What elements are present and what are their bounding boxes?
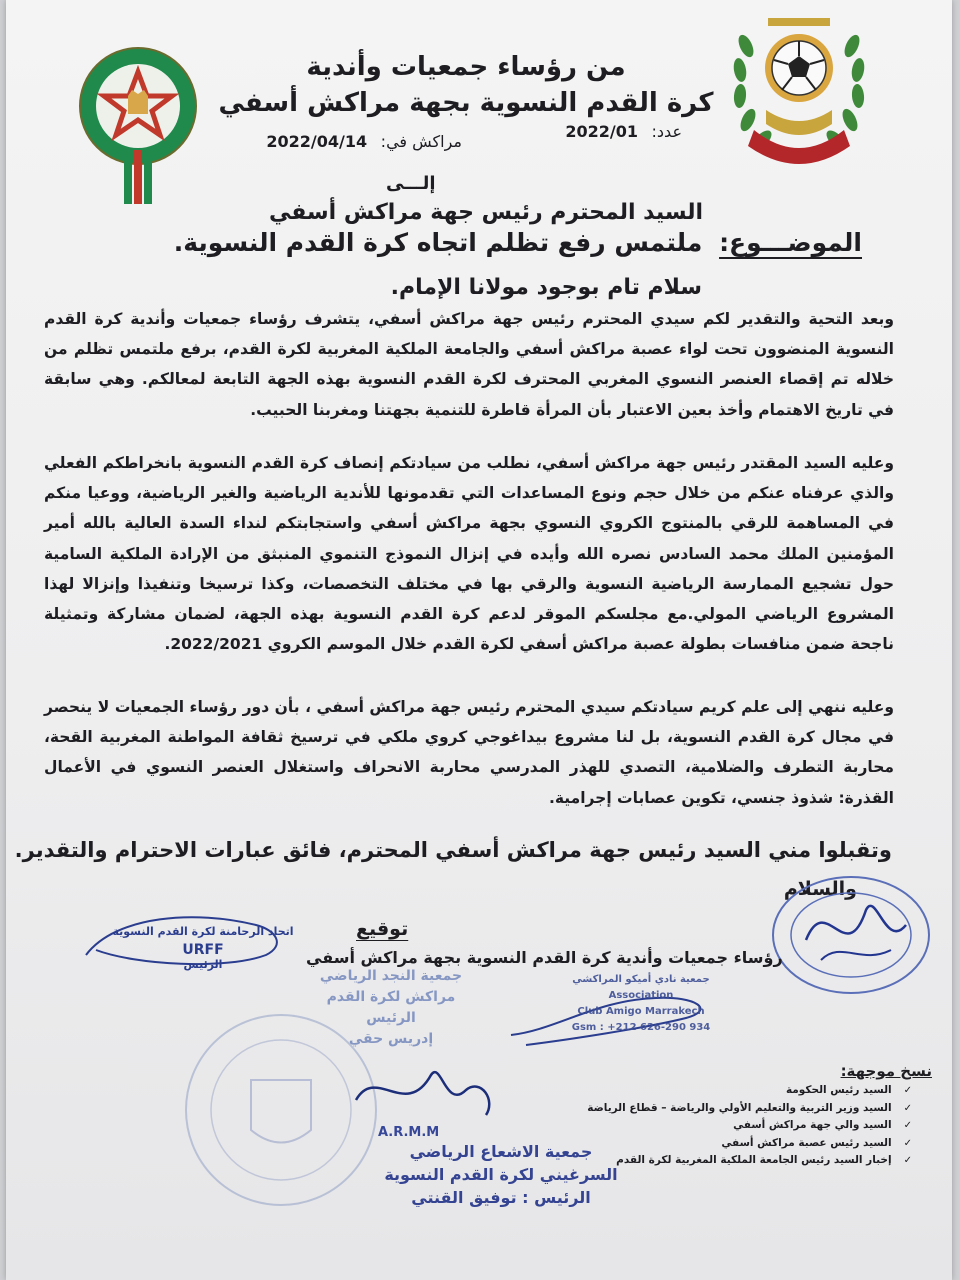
copies-list-item-text: السيد والي جهة مراكش أسفي [733,1119,892,1131]
armm-stamp: A.R.M.M [378,1125,440,1140]
check-icon: ✓ [903,1120,912,1131]
subject-line [174,228,862,257]
body-paragraph-3: وعليه ننهي إلى علم كريم سيادتكم سيدي المحترم رئيس جهة مراكش أسفي ، بأن دور رؤساء الجمعيات لا ينحصر في مجال كرة القدم النسوية، بل لنا مشروع بيداغوجي كروي ملكي في ترسيخ ثقافة المواطنة المغربية القحة، محاربة التطرف والضلامية، التصدي للهذر المدرسي محاربة الانحراف واستغلال العنصر النسوي في الأعمال القذرة: شذوذ جنسي، تكوين عصابات إجرامية. [44,698,894,807]
ishaa-stamp-line3: الرئيس : توفيق القنتي [411,1188,591,1208]
body-paragraph-2: وعليه السيد المقتدر رئيس جهة مراكش أسفي، نطلب من سيادتكم إنصاف كرة القدم النسوية بانخراطكم الفعلي والذي عرفناه عنكم من خلال حجم ونوع المساعدات التي تقدمونها للأندية الرياضية والغير الرياضية، ووعيا منكم في المساهمة للرقي بالمنتوج الكروي النسوي بجهة مراكش أسفي واستجابتكم لنداء السدة العالية بالله أمير المؤمنين الملك محمد السادس نصره الله وأيده في إنزال النموذج التنموي المنبثق من الإرادة الملكية السامية حول تشجيع الممارسة الرياضية النسوية والرقي بها في مختلف التخصصات، وكذا ترسيخا وتنفيذا وإنزالا لهذا المشروع الرياضي المولي.مع مجلسكم الموقر لدعم كرة القدم النسوية بهذه الجهة، لضمان مشاركة وتمثيلة ناجحة ضمن منافسات بطولة عصبة مراكش أسفي لكرة القدم خلال الموسم الكروي 2022/2021. [44,454,894,654]
header-title-line1: من رؤساء جمعيات وأندية [306,52,626,82]
addressee: السيد المحترم رئيس جهة مراكش أسفي [268,200,704,225]
letter-date-label: مراكش في: [380,132,462,151]
copies-list-item [587,1152,912,1170]
najd-stamp-line2: مراكش لكرة القدم [326,989,456,1005]
copies-list-item [587,1135,912,1153]
sign-off: والسلام [783,878,857,900]
urff-stamp-role: الرئيس [183,958,223,971]
copies-list-item [587,1082,912,1100]
amigo-stamp-line2: Association [608,990,674,1001]
copies-list-item-text: السيد وزير التربية والتعليم الأولي والرياضة – قطاع الرياضة [587,1101,892,1114]
letter-date [266,132,462,151]
letter-page [6,0,952,1280]
reference-number-value: 2022/01 [565,122,638,141]
league-emblem-logo [724,6,874,186]
amigo-stamp-line1: جمعية نادي أميكو المراكشي [572,974,710,985]
armm-signature-scribble [336,1060,506,1130]
amigo-stamp-line3: Club Amigo Marrakech [577,1006,705,1017]
letter-date-value: 2022/04/14 [266,132,368,151]
urff-stamp-name: اتحاد الرحامنة لكرة القدم النسوية [112,925,294,938]
signature-caption: رؤساء جمعيات وأندية كرة القدم النسوية بجهة مراكش أسفي [306,948,783,967]
najd-stamp-line3: الرئيس [366,1010,416,1026]
najd-stamp-line4: إدريس حقي [348,1031,434,1047]
urff-stamp-acronym: URFF [182,942,224,958]
closing-line: وتقبلوا مني السيد رئيس جهة مراكش أسفي المحترم، فائق عبارات الاحترام والتقدير. [14,838,892,862]
copies-list-item-text: السيد رئيس الحكومة [785,1084,892,1096]
header-title-line2: كرة القدم النسوية بجهة مراكش أسفي [218,88,714,118]
subject-label: الموضـــوع: [719,228,862,257]
subject-text: ملتمس رفع تظلم اتجاه كرة القدم النسوية. [173,228,703,257]
to-heading: إلـــى [386,173,436,194]
reference-number [565,122,682,141]
check-icon: ✓ [903,1085,912,1096]
urff-stamp [98,925,308,971]
amigo-stamp-line4: Gsm : +212 626-290 934 [571,1022,711,1033]
ishaa-stamp-line2: السرغيني لكرة القدم النسوية [384,1165,618,1185]
copies-list-item [587,1117,912,1135]
ishaa-stamp-line1: جمعية الاشعاع الرياضي [409,1142,593,1161]
amigo-stamp [536,972,746,1036]
check-icon: ✓ [903,1155,912,1166]
frmf-emblem-logo [76,38,206,208]
copies-list-item-text: إخبار السيد رئيس الجامعة الملكية المغربية لكرة القدم [616,1154,892,1166]
body-paragraph-1: وبعد التحية والتقدير لكم سيدي المحترم رئيس جهة مراكش أسفي، يتشرف رؤساء جمعيات وأندية كرة القدم النسوية المنضوون تحت لواء عصبة مراكش أسفي والجامعة الملكية المغربية لكرة القدم، برفع ملتمس تظلم من خلاله تم إقصاء العنصر النسوي المغربي المحترف لكرة القدم النسوية بهذه الجهة التابعة لمعالكم. وهي سابقة في تاريخ الاهتمام وأخذ بعين الاعتبار بأن المرأة قاطرة للتنمية بجهتنا ومغربنا الحبيب. [44,310,894,419]
copies-heading: نسخ موجهة: [840,1062,932,1080]
copies-list-item-text: السيد رئيس عصبة مراكش أسفي [721,1136,892,1149]
copies-list-item [587,1100,912,1118]
round-stamp-right [766,870,936,1000]
copies-list [587,1082,912,1170]
check-icon: ✓ [903,1102,912,1114]
reference-number-label: عدد: [651,122,682,141]
greeting: سلام تام بوجود مولانا الإمام. [390,275,702,300]
signature-heading: توقيع [356,918,409,940]
najd-stamp-line1: جمعية النجد الرياضي [319,968,463,984]
check-icon: ✓ [903,1137,912,1149]
